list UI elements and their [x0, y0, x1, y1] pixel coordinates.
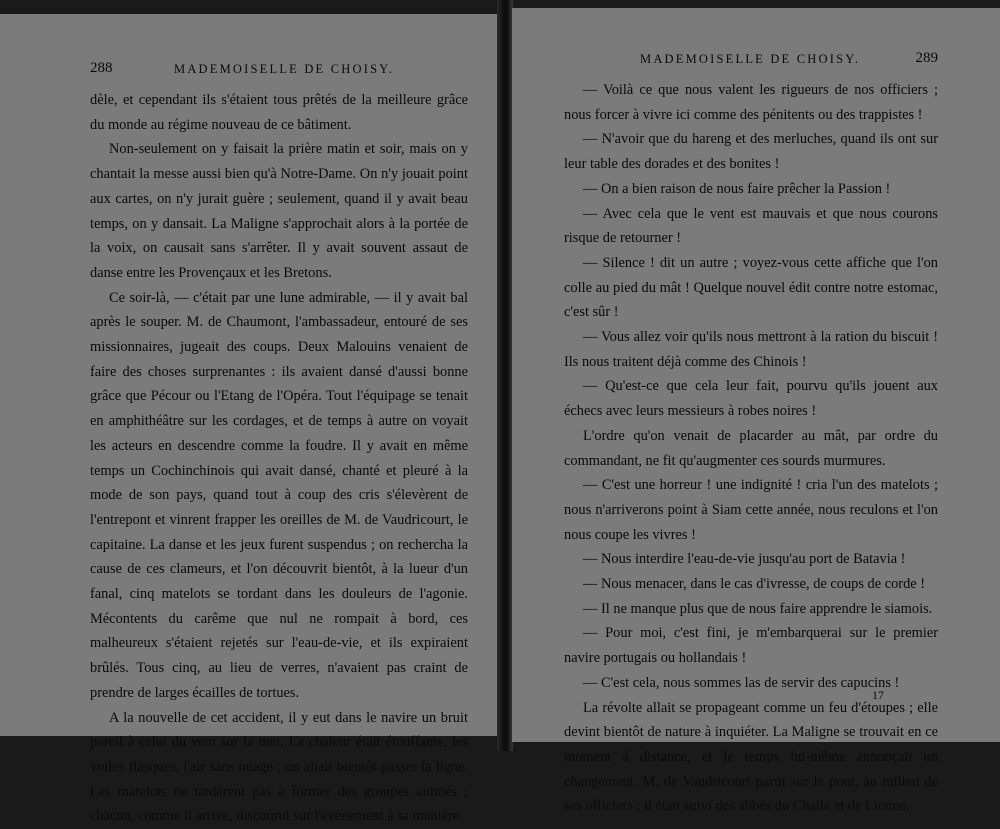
paragraph: — Qu'est-ce que cela leur fait, pourvu qu'ils jouent aux échecs avec leurs messieurs à robes noires ! — [564, 378, 938, 420]
right-running-head — [512, 52, 1000, 72]
paragraph: Non-seulement on y faisait la prière matin et soir, mais on y chantait la messe aussi bien qu'à Notre-Dame. On n'y jouait point aux cartes, on n'y jurait guère ; seulement, quand il y avait beau temps, on y dansait. La Maligne s'approchait alors à la portée de la voix, on causait sans s'arrêter. Il y avait souvent assaut de danse entre les Provençaux et les Bretons. — [90, 141, 468, 281]
paragraph: A la nouvelle de cet accident, il y eut dans le navire un bruit pareil à celui du vent sur la mer. La chaleur était étouffante, les voiles flasques, l'air sans nuage ; on allait bientôt passer la ligne. Les matelots ne tardèrent pas à former des groupes animés ; chacun, comme il arrive, discourut sur l'événement à sa manière. — [90, 709, 468, 825]
signature-mark: 17 — [872, 688, 884, 702]
left-page — [0, 14, 500, 825]
paragraph: — On a bien raison de nous faire prêcher la Passion ! — [583, 180, 891, 197]
left-page-number: 288 — [90, 60, 113, 76]
paragraph: — C'est cela, nous sommes las de servir des capucins ! — [583, 674, 900, 691]
book-gutter — [497, 0, 513, 751]
right-page — [512, 8, 1000, 815]
paragraph: — Vous allez voir qu'ils nous mettront à la ration du biscuit ! Ils nous traitent déjà comme des Chinois ! — [564, 329, 938, 370]
right-running-title: MADEMOISELLE DE CHOISY. — [640, 52, 861, 66]
paragraph: — Voilà ce que nous valent les rigueurs de nos officiers ; nous forcer à vivre ici comme des pénitents ou des trappistes ! — [564, 82, 938, 123]
paragraph: — Silence ! dit un autre ; voyez-vous cette affiche que l'on colle au pied du mât ! Quelque nouvel édit contre notre estomac, c'est sûr ! — [564, 254, 938, 321]
paragraph: — Il ne manque plus que de nous faire apprendre le siamois. — [583, 600, 933, 617]
left-running-head — [0, 62, 500, 82]
paragraph: La révolte allait se propageant comme un feu d'étoupes ; elle devint bientôt de nature à inquiéter. La Maligne se trouvait en ce moment à distance, et le temps lui-même annonçait un changement. M. de Vaudricourt parut sur le pont, au milieu de ses officiers ; il était suivi des abbés du Chaila et de Lionne. — [564, 699, 938, 815]
right-body-text — [564, 78, 938, 819]
paragraph: L'ordre qu'on venait de placarder au mât, par ordre du commandant, ne fit qu'augmenter ces sourds murmures. — [564, 427, 938, 469]
left-running-title: MADEMOISELLE DE CHOISY. — [174, 62, 395, 76]
paragraph: dèle, et cependant ils s'étaient tous prêtés de la meilleure grâce du monde au régime nouveau de ce bâtiment. — [90, 92, 468, 133]
paragraph: Ce soir-là, — c'était par une lune admirable, — il y avait bal après le souper. M. de Chaumont, l'ambassadeur, entouré de ses missionnaires, jugeait des coups. Deux Malouins venaient de faire des choses surprenantes : ils avaient dansé d'aussi bonne grâce que Pécour ou l'Etang de l'Opéra. Tout l'équipage se tenait en amphithéâtre sur les cordages, et de temps à autre on voyait les acteurs en descendre comme la foudre. Il y avait en même temps un Cochinchinois qui avait dansé, chanté et pleuré à la mode de son pays, quand tout à coup des cris s'élevèrent de l'entrepont et vinrent frapper les oreilles de M. de Vaudricourt, le capitaine. La danse et les jeux furent suspendus ; on rechercha la cause de ces clameurs, et l'on découvrit bientôt, à la lueur d'un fanal, cinq matelots se tordant dans les douleurs de l'agonie. Mécontents du carême que nul ne rompait à bord, ces malheureux s'étaient rejetés sur l'eau-de-vie, et ils expiraient brûlés. Tous cinq, au lieu de verres, n'avaient pas craint de prendre de larges écailles de tortues. — [90, 289, 468, 701]
paragraph: — C'est une horreur ! une indignité ! cria l'un des matelots ; nous n'arriverons point à Siam cette année, nous reculons et l'on nous coupe les vivres ! — [564, 477, 938, 543]
paragraph: — Avec cela que le vent est mauvais et que nous courons risque de retourner ! — [564, 205, 938, 247]
right-page-number: 289 — [915, 50, 938, 66]
paragraph: — Nous menacer, dans le cas d'ivresse, de coups de corde ! — [583, 576, 926, 593]
paragraph: — Nous interdire l'eau-de-vie jusqu'au port de Batavia ! — [583, 551, 906, 568]
paragraph: — Pour moi, c'est fini, je m'embarquerai sur le premier navire portugais ou hollandais ! — [564, 625, 938, 667]
paragraph: — N'avoir que du hareng et des merluches, quand ils ont sur leur table des dorades et des bonites ! — [564, 131, 938, 173]
left-body-text — [90, 88, 468, 829]
